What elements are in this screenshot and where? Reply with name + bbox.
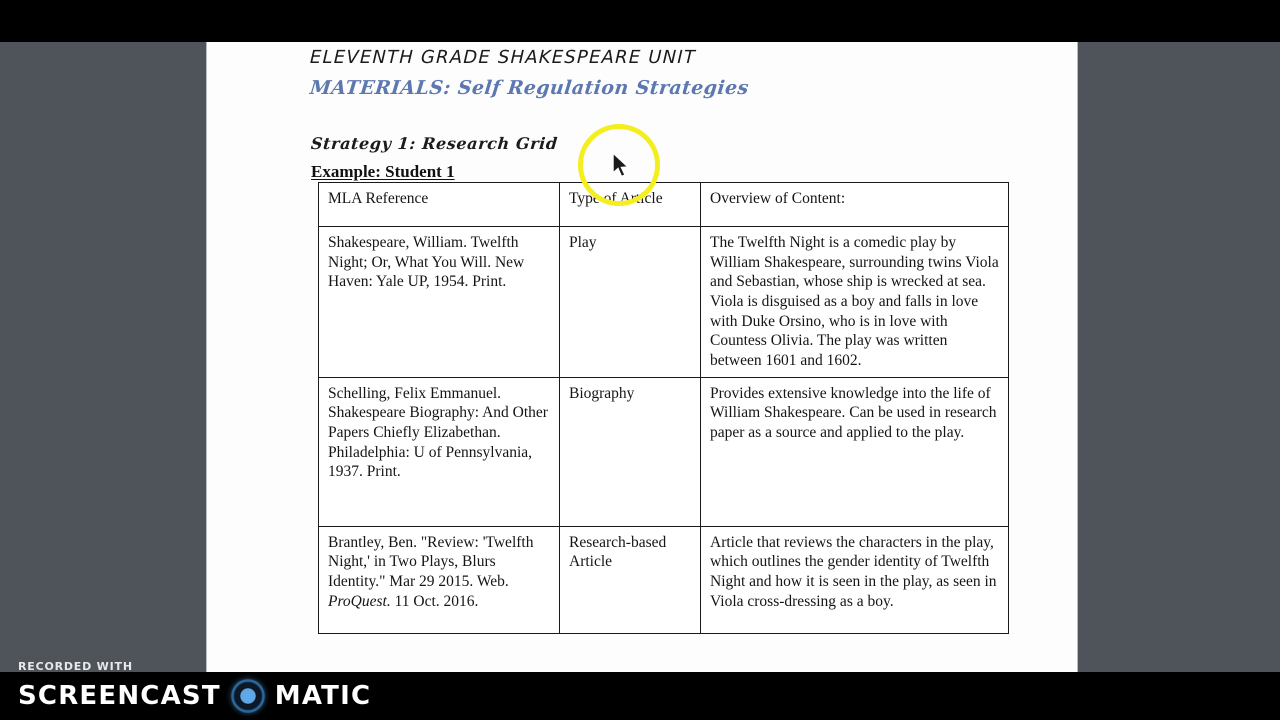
document-title-unit: ELEVENTH GRADE SHAKESPEARE UNIT [309,47,697,68]
document-title-materials: MATERIALS: Self Regulation Strategies [308,77,750,99]
watermark-brand-second: MATIC [274,681,372,711]
cell-type: Play [560,227,701,378]
cell-reference-text-post: 11 Oct. 2016. [390,592,479,610]
table-header-row [319,183,1009,227]
cell-reference: Schelling, Felix Emmanuel. Shakespeare Biography: And Other Papers Chiefly Elizabethan. Philadelphia: U of Pennsylvania, 1937. Print. [319,377,560,526]
recorded-application-area [0,42,1280,672]
cell-type: Biography [560,377,701,526]
watermark-brand-first: SCREENCAST [18,681,221,711]
table-row[interactable] [319,377,1009,526]
cell-reference-text-pre: Brantley, Ben. "Review: 'Twelfth Night,' in Two Plays, Blurs Identity." Mar 29 2015. Web. [328,533,534,591]
cell-reference-source-italic: ProQuest. [328,592,391,610]
column-header-overview-of-content: Overview of Content: [701,183,1009,227]
screencast-o-matic-logo-icon [231,679,265,713]
cell-reference: Shakespeare, William. Twelfth Night; Or, What You Will. New Haven: Yale UP, 1954. Print. [319,227,560,378]
table-row[interactable] [319,526,1009,633]
recorded-with-label: RECORDED WITH [18,660,133,673]
cell-overview: Article that reviews the characters in the play, which outlines the gender identity of Twelfth Night and how it is seen in the play, as seen in Viola cross-dressing as a boy. [701,526,1009,633]
watermark-brand-row [18,679,371,713]
column-header-type-of-article: Type of Article [560,183,701,227]
table-row[interactable] [319,227,1009,378]
example-heading: Example: Student 1 [311,162,455,181]
cell-overview: Provides extensive knowledge into the life of William Shakespeare. Can be used in research paper as a source and applied to the play. [701,377,1009,526]
cell-overview: The Twelfth Night is a comedic play by William Shakespeare, surrounding twins Viola and Sebastian, whose ship is wrecked at sea. Viola is disguised as a boy and falls in love with Duke Orsino, who is in love with Countess Olivia. The play was written between 1601 and 1602. [701,227,1009,378]
column-header-mla-reference: MLA Reference [319,183,560,227]
strategy-heading: Strategy 1: Research Grid [310,134,559,153]
screencast-o-matic-watermark [0,672,1280,720]
cell-reference [319,526,560,633]
research-grid-table[interactable] [318,182,1009,634]
document-page[interactable] [207,42,1077,672]
cell-type: Research-based Article [560,526,701,633]
